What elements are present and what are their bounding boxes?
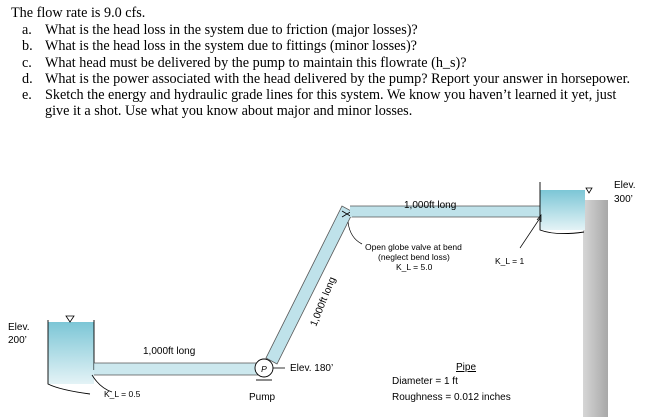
question-b	[22, 38, 643, 54]
question-list	[11, 22, 643, 119]
problem-intro: The flow rate is 9.0 cfs.	[11, 5, 146, 21]
entrance-loss-label: K_L = 0.5	[104, 389, 141, 399]
pump-label: Pump	[249, 392, 276, 403]
left-pipe-length: 1,000ft long	[143, 346, 196, 357]
pipe-diameter: Diameter = 1 ft	[392, 376, 458, 387]
question-a	[22, 22, 643, 38]
question-marker: e.	[22, 87, 32, 104]
question-marker: a.	[22, 22, 32, 39]
question-text: What is the head loss in the system due to fittings (minor losses)?	[45, 38, 417, 55]
left-elev-value: 200’	[8, 335, 27, 346]
left-elev-label: Elev.	[8, 322, 30, 333]
right-elev-label: Elev.	[614, 180, 636, 191]
exit-loss-label: K_L = 1	[495, 256, 525, 266]
valve-label-1: Open globe valve at bend	[365, 242, 462, 252]
pipe-roughness: Roughness = 0.012 inches	[392, 392, 511, 403]
pipe-system-diagram	[0, 170, 653, 417]
question-text: What is the power associated with the head delivered by the pump? Report your answer in horsepower.	[45, 70, 631, 87]
question-marker: b.	[22, 38, 33, 55]
right-reservoir-water	[540, 190, 585, 230]
pipe-title: Pipe	[456, 362, 477, 373]
question-text: Sketch the energy and hydraulic grade lines for this system. We know you haven’t learned it yet, just give it a shot. Use what you know about major and minor losses.	[45, 87, 617, 120]
valve-label-2: (neglect bend loss)	[378, 252, 450, 262]
water-level-icon	[66, 316, 74, 322]
ground	[583, 200, 608, 417]
pump-elev-label: Elev. 180’	[290, 363, 334, 374]
pump	[255, 359, 285, 380]
question-e	[22, 87, 643, 119]
question-text: What head must be delivered by the pump to maintain this flowrate (h_s)?	[45, 54, 467, 71]
left-pipe	[94, 363, 264, 375]
question-marker: c.	[22, 54, 32, 71]
diagonal-pipe-length: 1,000ft long	[308, 275, 339, 329]
pump-symbol: P	[261, 364, 267, 374]
problem-text	[11, 5, 643, 119]
question-text: What is the head loss in the system due to friction (major losses)?	[45, 22, 418, 39]
question-c	[22, 55, 643, 71]
question-d	[22, 71, 643, 87]
diagonal-pipe	[266, 206, 353, 364]
right-elev-value: 300’	[614, 194, 633, 205]
left-reservoir-water	[48, 322, 94, 384]
top-pipe-length: 1,000ft long	[404, 200, 457, 211]
valve-label-3: K_L = 5.0	[396, 262, 433, 272]
question-marker: d.	[22, 70, 33, 87]
water-level-icon	[586, 188, 592, 193]
